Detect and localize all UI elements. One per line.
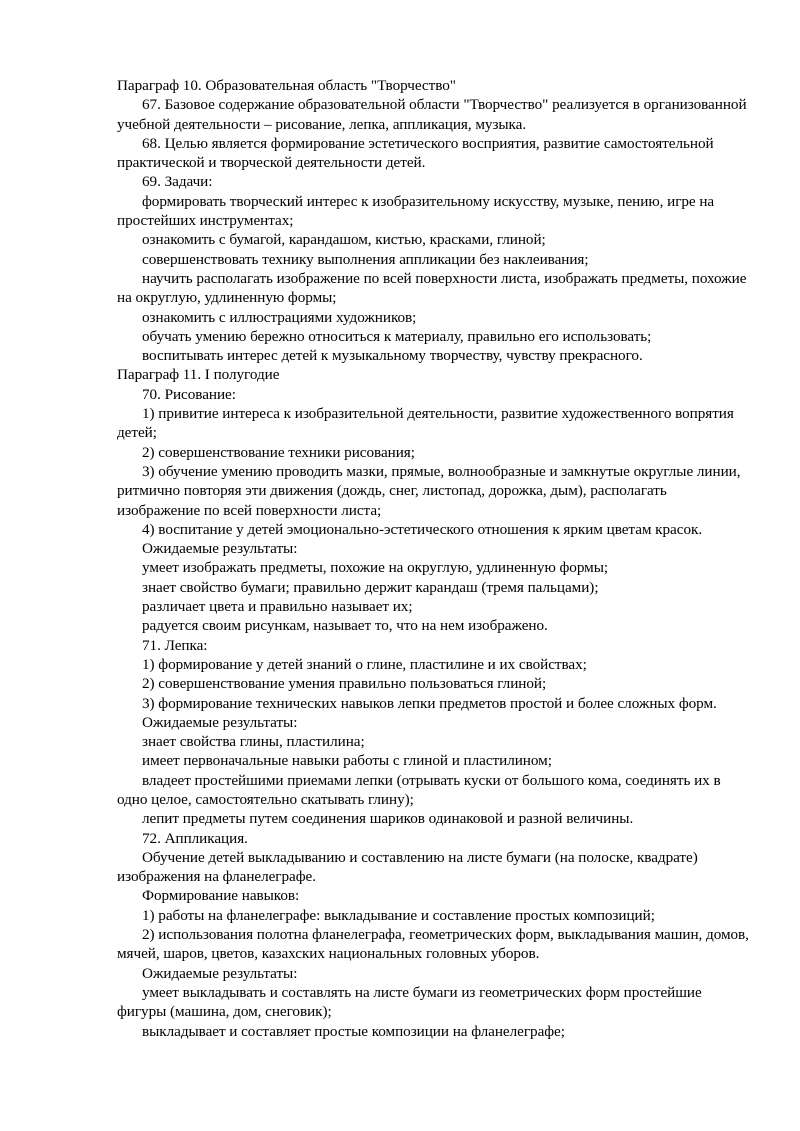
list-item: совершенствовать технику выполнения аппликации без наклеивания; bbox=[142, 250, 589, 268]
section-heading: Параграф 11. I полугодие bbox=[117, 366, 280, 384]
paragraph: 72. Аппликация. bbox=[142, 829, 248, 847]
list-item: знает свойства глины, пластилина; bbox=[142, 733, 365, 751]
section-heading: Параграф 10. Образовательная область "Творчество" bbox=[117, 77, 456, 94]
list-item: 4) воспитание у детей эмоционально-эстетического отношения к ярким цветам красок. bbox=[142, 520, 703, 538]
list-item: 1) формирование у детей знаний о глине, пластилине и их свойствах; bbox=[142, 655, 587, 673]
subheading: Формирование навыков: bbox=[142, 887, 300, 905]
list-item: 2) использования полотна фланелеграфа, геометрических форм, выкладывания машин, домов, мячей, шаров, цветов, казахских национальных головных уборов. bbox=[117, 926, 749, 963]
paragraph: 71. Лепка: bbox=[142, 636, 208, 654]
list-item: обучать умению бережно относиться к материалу, правильно его использовать; bbox=[142, 327, 652, 345]
list-item: 3) формирование технических навыков лепки предметов простой и более сложных форм. bbox=[142, 694, 717, 712]
list-item: 3) обучение умению проводить мазки, прямые, волнообразные и замкнутые округлые линии, ритмично повторяя эти движения (дождь, снег, листопад, дорожка, дым), располагать изображение по всей поверхности листа; bbox=[117, 462, 741, 519]
paragraph: 69. Задачи: bbox=[142, 173, 213, 191]
list-item: 2) совершенствование техники рисования; bbox=[142, 443, 415, 461]
paragraph: Обучение детей выкладыванию и составлению на листе бумаги (на полоске, квадрате) изображения на фланелеграфе. bbox=[117, 848, 698, 886]
list-item: формировать творческий интерес к изобразительному искусству, музыке, пению, игре на простейших инструментах; bbox=[117, 192, 715, 230]
list-item: знает свойство бумаги; правильно держит карандаш (тремя пальцами); bbox=[142, 578, 599, 596]
list-item: научить располагать изображение по всей поверхности листа, изображать предметы, похожие на округлую, удлиненную формы; bbox=[117, 269, 747, 307]
list-item: 1) работы на фланелеграфе: выкладывание и составление простых композиций; bbox=[142, 906, 655, 924]
list-item: выкладывает и составляет простые композиции на фланелеграфе; bbox=[142, 1022, 565, 1040]
subheading: Ожидаемые результаты: bbox=[142, 713, 298, 731]
list-item: воспитывать интерес детей к музыкальному творчеству, чувству прекрасного. bbox=[142, 347, 643, 365]
list-item: ознакомить с иллюстрациями художников; bbox=[142, 308, 417, 326]
list-item: лепит предметы путем соединения шариков одинаковой и разной величины. bbox=[142, 810, 634, 828]
list-item: 1) привитие интереса к изобразительной деятельности, развитие художественного вопрятия детей; bbox=[117, 405, 734, 442]
paragraph: 70. Рисование: bbox=[142, 385, 236, 403]
list-item: радуется своим рисункам, называет то, что на нем изображено. bbox=[142, 617, 548, 635]
list-item: умеет изображать предметы, похожие на округлую, удлиненную формы; bbox=[142, 559, 609, 577]
paragraph: 68. Целью является формирование эстетического восприятия, развитие самостоятельной практической и творческой деятельности детей. bbox=[117, 134, 714, 172]
subheading: Ожидаемые результаты: bbox=[142, 964, 298, 982]
list-item: умеет выкладывать и составлять на листе бумаги из геометрических форм простейшие фигуры (машина, дом, снеговик); bbox=[117, 983, 702, 1021]
list-item: ознакомить с бумагой, карандашом, кистью, красками, глиной; bbox=[142, 231, 546, 249]
document-page bbox=[117, 76, 749, 1041]
list-item: различает цвета и правильно называет их; bbox=[142, 598, 413, 616]
list-item: имеет первоначальные навыки работы с глиной и пластилином; bbox=[142, 752, 552, 770]
paragraph: 67. Базовое содержание образовательной области "Творчество" реализуется в организованной учебной деятельности – рисование, лепка, аппликация, музыка. bbox=[117, 96, 747, 133]
subheading: Ожидаемые результаты: bbox=[142, 540, 298, 558]
list-item: 2) совершенствование умения правильно пользоваться глиной; bbox=[142, 675, 547, 693]
list-item: владеет простейшими приемами лепки (отрывать куски от большого кома, соединять их в одно целое, самостоятельно скатывать глину); bbox=[117, 771, 721, 808]
